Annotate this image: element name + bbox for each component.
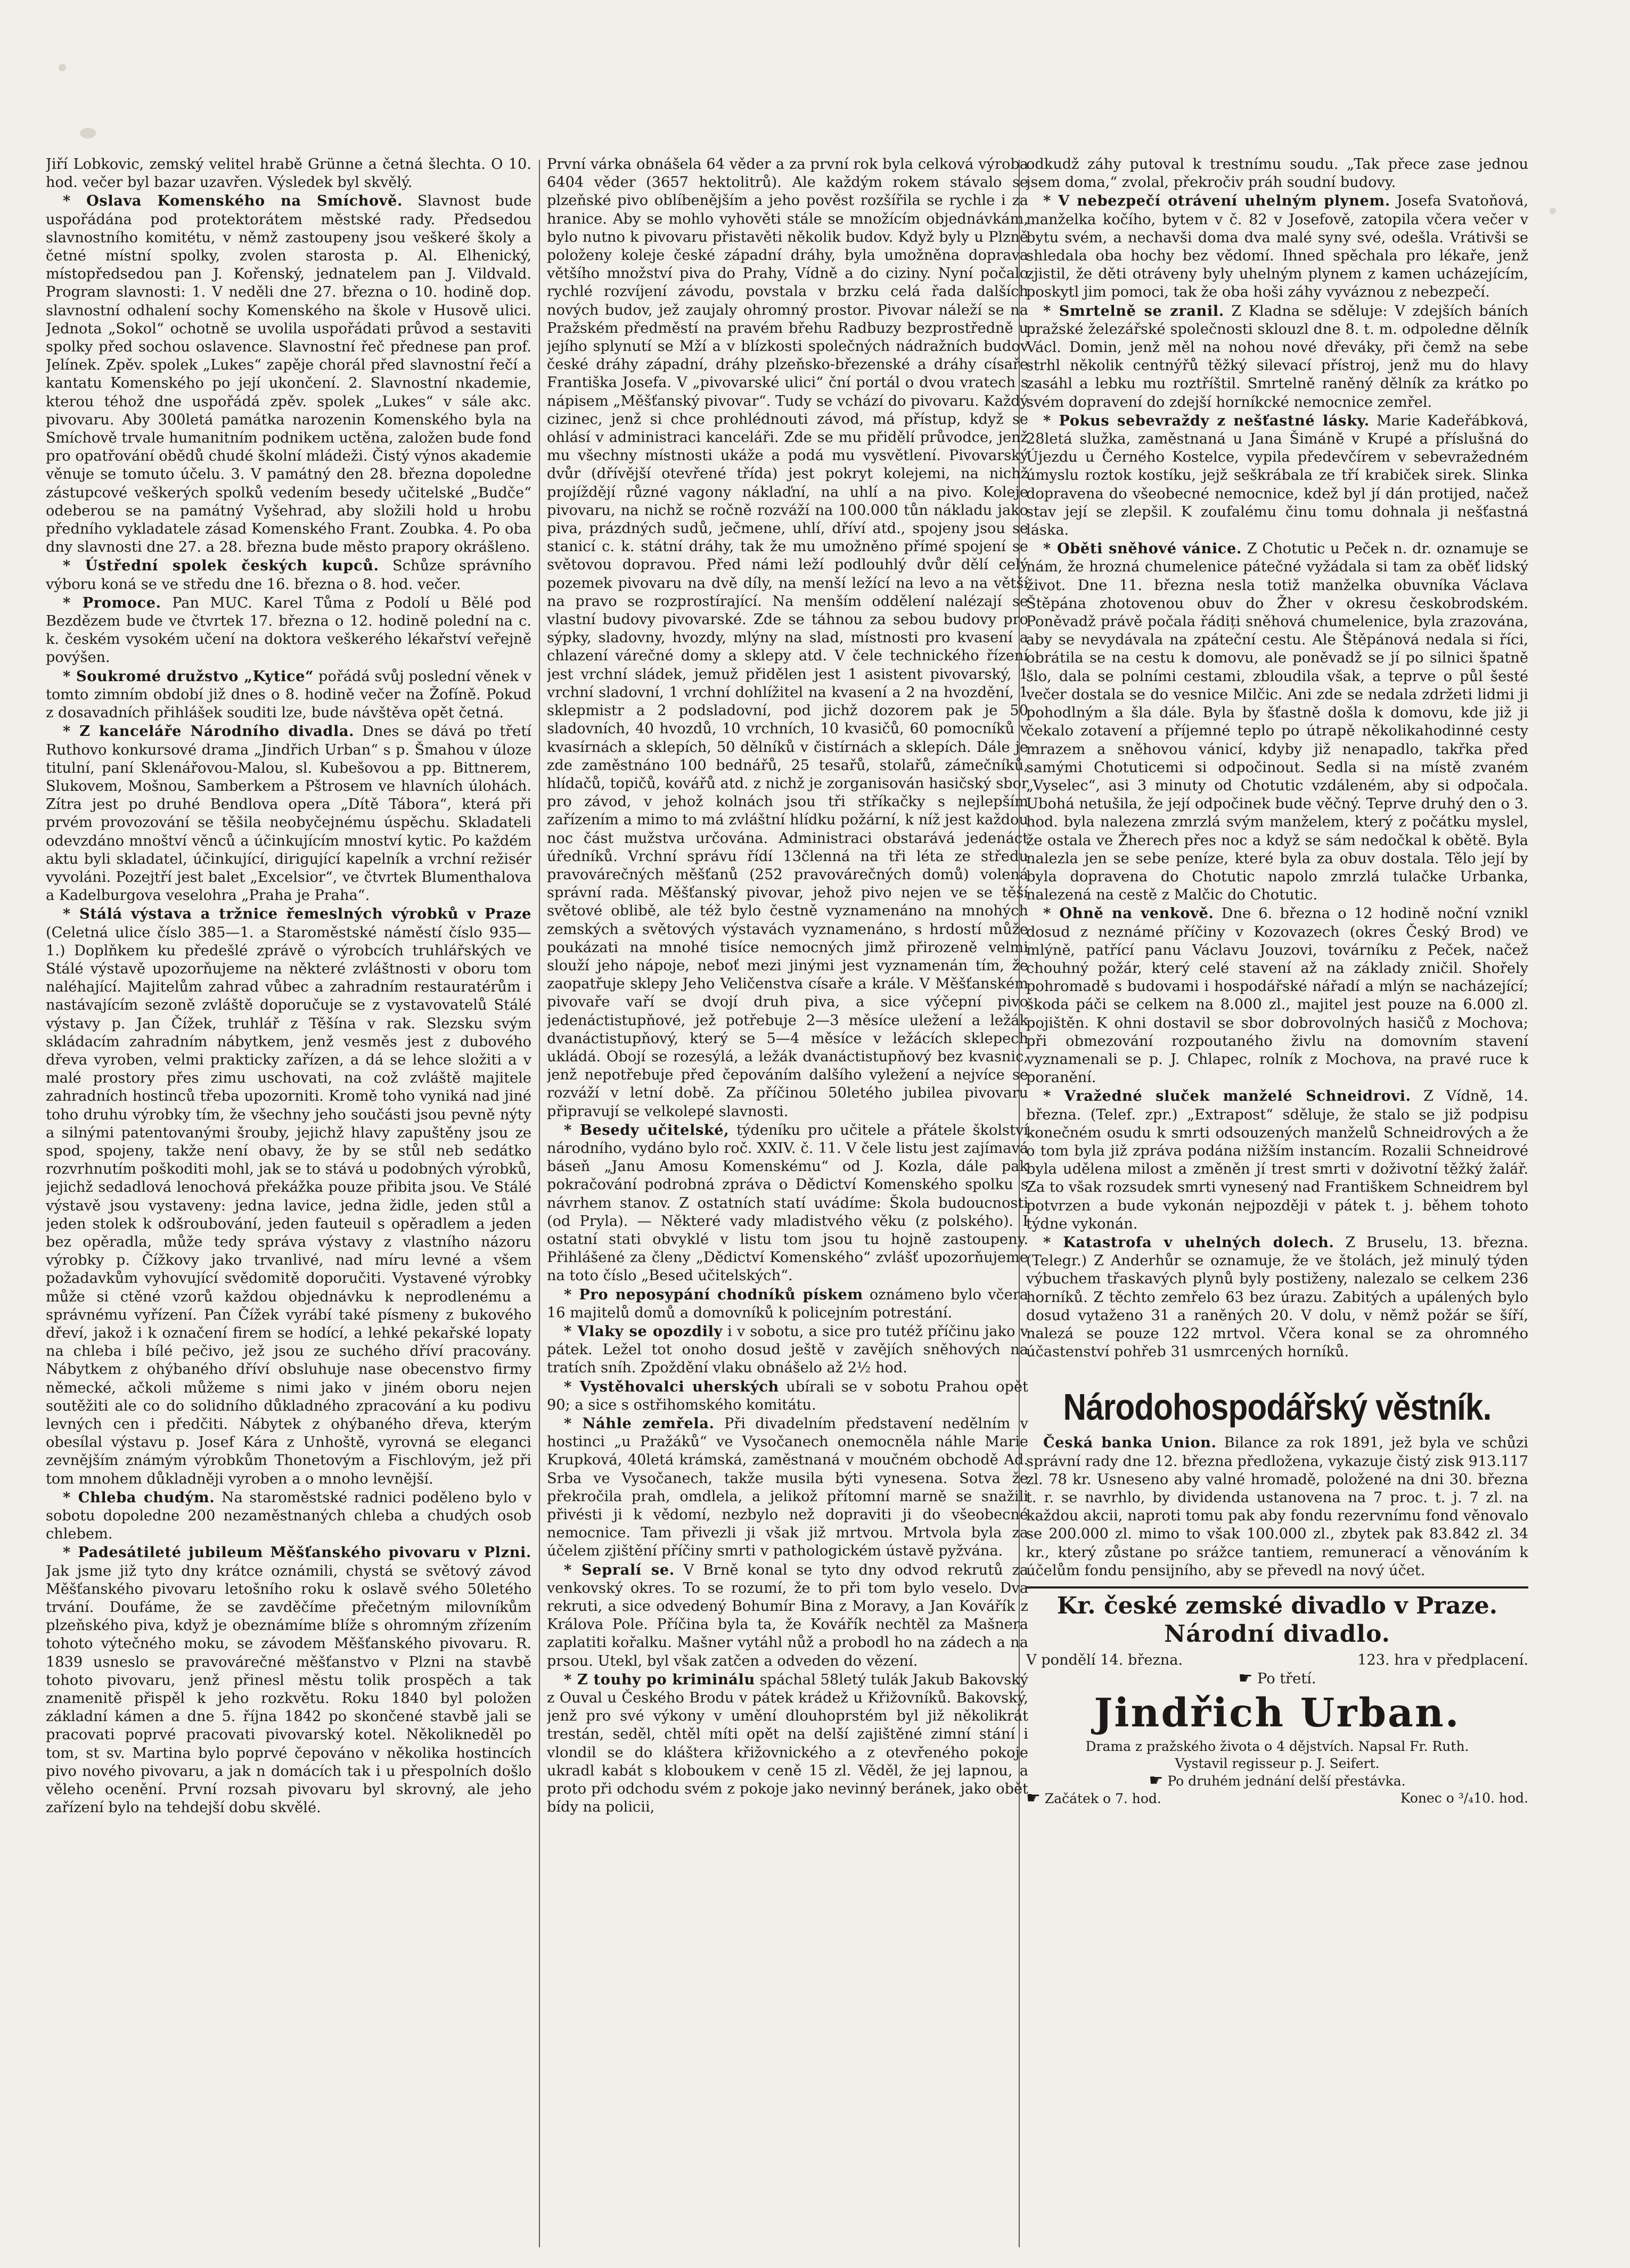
article-body: Jak jsme již tyto dny krátce oznámili, chystá se světový závod Měšťanského pivovaru letošního roku k oslavě svého 50letého trvání. Doufáme, že se zavděčíme přečetným milovníkům plzeňského piva, když je obeznámíme blíže s ohromným zřízením tohoto výtečného moku, se závodem Měšťanského pivovaru. R. 1839 usneslo se pravovárečné měšťanstvo v Plzni na stavbě tohoto pivovaru, jenž přinesl městu tolik prospěch a tak znamenitě přispěl k jeho rozkvětu. Roku 1840 byl položen základní kámen a dne 5. října 1842 po skončené stavbě jali se pracovati poprvé pracovati pivovarský kotel. Několikneděl po tom, st sv. Martina bylo poprvé čepováno v několika hostincích pivo nového pivovaru, a jak n domácích tak i u přespolních došlo věleho ocenění. První rozsah pivovaru byl skrovný, ale jeho zařízení bylo na tehdejší dobu skvělé. [46, 1562, 531, 1816]
performance-run [1026, 1669, 1528, 1688]
play-director: Vystavil regisseur p. J. Seifert. [1175, 1756, 1380, 1772]
article-heading: * Besedy učitelské, [564, 1121, 730, 1139]
article [46, 594, 531, 667]
article [1026, 1434, 1528, 1580]
article-body: V Brně konal se tyto dny odvod rekrutů za venkovský okres. To se rozumí, že to při tom bylo veselo. Dva rekruti, a sice odvedený Bohumír Bina z Moravy, a Jan Kovářík z Králova Pole. Příčina byla ta, že Kovářík nechtěl za Mašnera zaplatiti kořalku. Mašner vytáhl nůž a probodl ho na zádech a na prsou. Utekl, byl však zatčen a odveden do vězení. [547, 1561, 1028, 1669]
article-body: Z Bruselu, 13. března. (Telegr.) Z Anderhůr se oznamuje, že ve štolách, jež minulý týden výbuchem třaskavých plynů byly postiženy, nalezalo se celkem 236 horníků. Z těchto zemřelo 63 bez úrazu. Zabitých a upálených bylo dosud vytaženo 31 a raněných 20. V dolu, v němž požár se šíří, nalezá se pouze 122 mrtvol. Včera konal se za ohromného účastenství pohřeb 31 usmrcených horníků. [1026, 1234, 1528, 1361]
article-body: spáchal 58letý tulák Jakub Bakovský z Ouval u Českého Brodu v pátek krádež u Křižovníků. Bakovský, jenž pro své výkony v umění dlouhoprstém byl již několikrát trestán, seděl, chtěl míti opět na delší zajištěné zimní stání i vlondil se do kláštera křižovnického a z otevřeného pokoje ukradl kabát s kloboukem v ceně 15 zl. Věděl, že jej lapnou, a proto při odchodu svém z pokoje jako nevinný beránek, jako obět bídy na policii, [547, 1671, 1028, 1816]
article-heading: * Promoce. [63, 594, 161, 611]
article-heading: Česká banka Union. [1043, 1434, 1217, 1452]
theatre-subtitle: Národní divadlo. [1164, 1620, 1390, 1648]
article-heading: * Z kanceláře Národního divadla. [63, 723, 355, 740]
article-heading: * Vlaky se opozdily [564, 1323, 723, 1340]
paper-stain [59, 64, 66, 71]
column-1 [46, 155, 531, 2248]
play-description: Drama z pražského života o 4 dějstvích. Napsal Fr. Ruth. [1085, 1739, 1469, 1755]
article-body: (Celetná ulice číslo 385—1. a Staroměstské náměstí číslo 935—1.) Doplňkem ku předešlé zprávě o výrobcích truhlářských ve Stálé výstavě upozorňujeme na některé zvláštnosti v oboru tom naléhající. Majitelům zahrad vůbec a zahradním restauratérům i nastávajícím sezoně zvláště doporučuje se z vystavovatelů Stálé výstavy p. Jan Čížek, truhlář z Těšína v rak. Slezsku svým skládacím zahradním nábytkem, jenž vesměs jest z dubového dřeva vyroben, velmi prakticky zařízen, a dá se lehce složiti a v malé prostory přes zimu uschovati, na což zvláště majitele zahradních hostinců třeba upozorniti. Kromě toho vyniká nad jiné toho druhu výrobky tím, že všechny jeho součásti jsou pevně nýty a silnými patentovanými šrouby, jejichž hlavy zapuštěny jsou ze spod, spojeny, takže není obavy, že by se stůl neb sedátko rozvrhnutím poškoditi mohl, jak se to stává u podobných výrobků, jejichž sedadlová lenochová překážka pouze přibita jsou. Ve Stálé výstavě jsou vystaveny: jedna lavice, jedna židle, jeden stůl a jeden stolek k odšroubování, jeden fauteuil s opěradlem a jeden bez opěradla, může tedy správa výstavy z vlastního názoru výrobky p. Čížkovy jako trvanlivé, nad míru levné a všem požadavkům vyhovující svědomitě doporučiti. Vystavené výrobky může si ctěné vzorů každou objednávku k neprodlenému a správnému vyřízení. Pan Čížek vyrábí také písmeny z bukového dřeví, jakož i k označení firem se hodící, a lehké pekařské lopaty na chleba i bílé pečivo, jež jsou ze suchého dříví pracovány. Nábytkem z ohýbaného dříví obsluhuje nase obecenstvo firmy německé, ačkoli můžeme s nimi jako v jiném oboru nejen soutěžiti ale co do solidního důkladného zpracování a ku podivu levných cen i předčiti. Nábytek z ohýbaného dřeva, kterým obesílal výstavu p. Josef Kára z Unhoště, vyrovná se eleganci zevnějším známým výrobkům Thonetovým a Fischlovým, jež při tom mnohem důkladněji vyroben a o mnoho levnější. [46, 924, 531, 1487]
article [547, 1671, 1028, 1817]
article [547, 1414, 1028, 1561]
article [46, 905, 531, 1488]
article-heading: * Soukromé družstvo „Kytice“ [63, 667, 314, 685]
article-body: Při divadelním představení nedělním v hostinci „u Pražáků“ ve Vysočanech onemocněla náhle Marie Krupková, 40letá krámská, zaměstnaná v moučném obchodě Ad. Srba ve Vysočanech, takže musila býti vynesena. Sotva že překročila prah, omdlela, a jelikož přítomní marně se snažili přivésti ji k vědomí, nezbylo než dopraviti ji do všeobecné nemocnice. Tam přivezli ji však již mrtvou. Mrtvola byla za účelem zjištění příčiny smrti v pathologickém ústavě pyžvána. [547, 1415, 1028, 1560]
article-heading: * Oslava Komenského na Smíchově. [63, 192, 403, 210]
article-heading: * Z touhy po kriminálu [564, 1671, 755, 1688]
article-heading: * Vystěhovalci uherských [564, 1378, 779, 1395]
article-heading: * Pokus sebevraždy z nešťastné lásky. [1043, 412, 1370, 429]
article [547, 1561, 1028, 1671]
column-3 [1026, 155, 1528, 2248]
article-body: Josefa Svatoňová, manželka kočího, bytem v č. 82 v Josefově, zatopila včera večer v bytu svém, a nechavši doma dva malé syny své, odešla. Vrátivši se shledala oba hochy bez vědomí. Ihned spěchala pro lékaře, jenž zjistil, že děti otráveny byly uhelným plynem z kamen ucházejícím, poskytl jim pomoci, tak že oba hoši záhy vyváznou z nebezpečí. [1026, 193, 1528, 301]
article-heading: * Chleba chudým. [63, 1488, 215, 1506]
performance-run-label: Po třetí. [1257, 1671, 1316, 1688]
paragraph: Jiří Lobkovic, zemský velitel hrabě Grünne a četná šlechta. O 10. hod. večer byl bazar uzavřen. Výsledek byl skvělý. [46, 156, 531, 191]
article [1026, 412, 1528, 539]
article-heading: * Sepralí se. [564, 1561, 675, 1578]
performance-date: V pondělí 14. března. [1026, 1652, 1183, 1669]
article-heading: * Stálá výstava a tržnice řemeslných výrobků v Praze [63, 905, 531, 923]
paragraph: odkudž záhy putoval k trestnímu soudu. „Tak přece zase jednou jsem doma,“ zvolal, překročiv práh soudní budovy. [1026, 156, 1528, 191]
column-rule [539, 160, 540, 2247]
article [46, 1488, 531, 1544]
section-title-economy: Národohospodářský věstník. [1063, 1386, 1492, 1428]
article-body: Dnes se dává po třetí Ruthovo konkursové drama „Jindřich Urban“ s p. Šmahou v úloze titulní, paní Sklenářovou-Malou, sl. Kubešovou a pp. Bittnerem, Slukovem, Mošnou, Samberkem a Pštrosem ve hlavních úlohách. Zítra jest po druhé Bendlova opera „Dítě Tábora“, která při prvém provozování se těšila neobyčejnému úspěchu. Skladateli odevzdáno mnoštví věnců a účinkujícím mnoství kytic. Po každém aktu byli skladatel, účinkující, dirigující kapelník a vrchní režisér vyvoláni. Pozejtří jest balet „Excelsior“, ve čtvrtek Blumenthalova a Kadelburgova veselohra „Praha je Praha“. [46, 723, 531, 904]
pointing-hand-icon: ☛ [1026, 1789, 1041, 1808]
start-time [1026, 1790, 1161, 1807]
article [46, 1543, 531, 1817]
article-heading: * Pro neposypání chodníků pískem [564, 1286, 863, 1303]
next-performance-label: Po druhém jednání delší přestávka. [1167, 1773, 1406, 1789]
next-performance [1026, 1772, 1528, 1790]
article [1026, 302, 1528, 412]
article [1026, 1087, 1528, 1233]
article [547, 1378, 1028, 1414]
article-body: Z Chotutic u Peček n. dr. oznamuje se nám, že hrozná chumelenice pátečné vyžádala si tam za oběť lidský život. Dne 11. března nesla totiž manželka obuvníka Václava Štěpána zhotovenou obuv do Žher v okresu českobrodském. Poněvadž právě počala řádiți sněhová chumelenice, byla zrazována, aby se nevydávala na zpáteční cestu. Ale Štěpánová nedala si říci, obrátila se na cestu k domovu, ale poněvadž se jí po silnici špatně šlo, dala se polními cestami, zbloudila však, a teprve o půl šesté večer dostala se do vesnice Milčic. Ani zde se nedala zdržeti lidmi ji pohodlným a šla dále. Byla by šťastně došla k domovu, kde již ji čekalo zotavení a příjemné teplo po útrapě několikahodinné cesty mrazem a sněhovou vánicí, kdyby již nenapadlo, takřka před samými Chotuticemi si odpočinout. Sedla si na místě zvaném „Vyselec“, asi 3 minuty od Chotutic vzdáleném, aby si odpočala. Ubohá netušila, že její odpočinek bude věčný. Teprve druhý den o 3. hod. byla nalezena zmrzlá svým manželem, který z počátku myslel, že ostala ve Žherech přes noc a když se sám nedočkal k obětě. Byla nalezla jen se sebe peníze, které byla za obuv dostala. Tělo její by byla dopravena do Chotutic napolo zmrzlá tulačke Urbanka, nalezená na cestě z Malčic do Chotutic. [1026, 541, 1528, 904]
article-body: oznámeno bylo včera 16 majitelů domů a domovníků k policejním potrestání. [547, 1286, 1028, 1321]
article-heading: * Vražedné sluček manželé Schneidrovi. [1043, 1087, 1411, 1105]
pointing-hand-icon: ☛ [1238, 1669, 1253, 1688]
article-body: i v sobotu, a sice pro tutéž příčinu jako v pátek. Ležel tot onoho dosud ještě v zavějích sněhových na tratích sníh. Zpoždění vlaku obnášelo až 2½ hod. [547, 1323, 1028, 1377]
article-body: Marie Kadeřábková, 28letá služka, zaměstnaná u Jana Šimáně v Krupé a příslušná do Újezdu u Černého Kostelce, vypila předevčírem v sebevražedném úmyslu roztok kostíku, jejž seškrábala ze tří krabiček sirek. Slinka dopravena do všeobecné nemocnice, kdež byl jí dán protijed, načež stav její se zlepšil. K zoufalému činu tomu dohnala ji nešťastná láska. [1026, 412, 1528, 539]
article [547, 1121, 1028, 1286]
article-body: Dne 6. března o 12 hodině noční vznikl dosud z neznámé příčiny v Kozovazech (okres Český Brod) ve mlýně, patřící panu Václavu Jouzovi, továrníku z Peček, načež chouhný požár, který celé stavení až na základy zničil. Shořely pohromadě s budovami i hospodářské nářadí a mlýn se nacházející; škoda páči se celkem na 8.000 zl., majitel jest pouze na 6.000 zl. pojištěn. K ohni dostavil se sbor dobrovolných hasičů z Mochova; při obmezování rozpoutaného živlu na domovním stavení vyznamenali se p. J. Chlapec, rolník z Mochova, na pravé ruce k poranění. [1026, 905, 1528, 1086]
article-body: Bilance za rok 1891, jež byla ve schůzi správní rady dne 12. března předložena, vykazuje čistý zisk 913.117 zl. 78 kr. Usneseno aby valné hromadě, položené na dni 30. března t. r. se navrhlo, by dividenda ustanovena na 7 proc. t. j. 7 zl. na každou akcii, naproti tomu pak aby fondu rezervnímu fond věnovalo se 200.000 zl. mimo to však 100.000 zl., zbytek pak 83.842 zl. 34 kr., který zůstane po srážce tantiem, remunerací a věnováním k účelům fondu pensijního, aby se převedl na nový účet. [1026, 1435, 1528, 1579]
theatre-name: Kr. české zemské divadlo v Praze. [1056, 1592, 1498, 1620]
article-body: ubírali se v sobotu Prahou opět 90; a sice s ostřihomského komitátu. [547, 1378, 1028, 1413]
article [46, 722, 531, 905]
paragraph: První várka obnášela 64 věder a za první rok byla celková výroba 6404 věder (3657 hektolitrů). Ale každým rokem stávalo se plzeňské pivo oblíbenějším a jeho pověst rozšířila se rychle i za hranice. Aby se mohlo vyhověti stále se množícím objednávkám, bylo nutno k pivovaru přistavěti několik budov. Když byly u Plzně položeny koleje české západní dráhy, byla umožněna doprava většího množství piva do Prahy, Vídně a do ciziny. Nyní počalo rychlé rozvíjení závodu, povstala v brzku celá řada dalších nových budov, jež zaujaly ohromný prostor. Pivovar náleží se na Pražském předměstí na pravém břehu Radbuzy bezprostředně u jejího splynutí se Mží a v blízkosti společných nádražních budov české dráhy západní, dráhy plzeňsko-březenské a dráhy císaře Františka Josefa. V „pivovarské ulici“ ční portál o dvou vratech s nápisem „Měšťanský pivovar“. Tudy se vchází do pivovaru. Každý cizinec, jenž si chce prohlédnouti závod, má přístup, když se ohlásí v administraci kanceláři. Zde se mu přidělí průvodce, jenž mu všechny místnosti ukáže a podá mu vysvětlení. Pivovarský dvůr (dřívější otevřené třída) jest pokryt kolejemi, na nichž projíždějí různé vagony náklaďní, na uhlí a na pivo. Koleje pivovaru, na nichž se ročně rozváží na 100.000 tůn nákladu jako piva, prázdných sudů, ječmene, uhlí, dříví atd., spojeny jsou se stanicí c. k. státní dráhy, tak že mu umožněno přímé spojení se světovou dopravou. Před námi leží podlouhlý dvůr dělí celý pozemek pivovaru na dvě díly, na menší ležící na levo a na větší na pravo se rozprostírající. Na menším oddělení nalézají se vlastní budovy pivovarské. Zde se táhnou za sebou budovy pro sýpky, sladovny, hvozdy, mlýny na slad, místnosti pro kvasení a chlazení várečné domy a sklepy atd. V čele technického řízení jest vrchní sládek, jemuž přidělen jest 1 asistent pivovarský, 1 vrchní sladovní, 1 vrchní dohlížitel na kvasení a 2 na hvozdění, 1 sklepmistr a 2 podsladovní, pod jichž dozorem pak je 50 sladovních, 40 hvozdů, 10 vrchních, 10 kvasičů, 60 pomocníků v kvasírnách a sklepích, 50 dělníků v čistírnách a sklepích. Dále je zde zaměstnáno 100 bednářů, 25 tesařů, stolařů, zámečníků, hlídačů, topičů, kovářů atd. z nichž je zorganisován hasičský sbor pro závod, v jehož kolnách jsou tři stříkačky s nejlepším zařízením a mimo to má zvláštní hlídku požární, k níž jest každou noc část mužstva určována. Administraci obstarává jedenáct úředníků. Vrchní správu řídí 13členná na tři léta ze středu pravovárečných měšťanů (252 pravovárečných domů) volená správní rada. Měšťanský pivovar, jehož pivo nejen ve se těší světové oblibě, ale též bylo čestně vyznamenáno na mnohých zemských a světových výstavách vyznamenáno, s hrdostí může poukázati na mnohé tisíce nemocných jimž přirozeně velmi slouží jeho nápoje, neboť mezi jinými jest vyznamenán tím, že zaopatřuje sklepy Jeho Veličenstva císaře a krále. V Měšťanském pivovaře vaří se dvojí druh piva, a sice výčepní pivo jedenáctistupňové, jež potřebuje 2—3 měsíce uležení a ležák dvanáctistupňový, který se 5—4 měsíce v ležácích sklepech ukládá. Obojí se rozesýlá, a ležák dvanáctistupňový bez kvasnic, jenž nepotřebuje před čepováním dalšího vyležení a nejvíce se rozváží v letní době. Za příčinou 50letého jubilea pivovaru připravují se velkolepé slavnosti. [547, 156, 1028, 1120]
end-time: Konec o ³/₄10. hod. [1400, 1790, 1528, 1806]
article-body: Z Kladna se sděluje: V zdejších báních pražské železářské společnosti sklouzl dne 8. t. m. odpoledne dělník Václ. Domin, jenž měl na nohou nové dřeváky, při čemž na sebe strhl několik centnýřů těžký silevací přístroj, jenž mu do hlavy zasáhl a lebku mu roztříštil. Smrtelně raněný dělník za krátko po svém dopravení do zdejší horníkcké nemocnice zemřel. [1026, 302, 1528, 411]
article [1026, 192, 1528, 301]
article-body: týdeníku pro učitele a přátele školství národního, vydáno bylo roč. XXIV. č. 11. V čele listu jest zajímavá báseň „Janu Amosu Komenskému“ od J. Kozla, dále pak pokračování podrobná zpráva o Dědictví Komenského spolku s návrhem stanov. Z ostatních statí uvádíme: Škola budoucnosti (od Pryla). — Některé vady mladistvého věku (z polského). I ostatní stati obvyklé v listu tom jsou tu hojně zastoupeny. Přihlášené za členy „Dědictví Komenského“ zvlášť upozorňujeme na toto číslo „Besed učitelských“. [547, 1121, 1028, 1284]
start-time-label: Začátek o 7. hod. [1044, 1791, 1161, 1807]
article [46, 556, 531, 593]
article-heading: * Náhle zemřela. [564, 1415, 715, 1432]
paper-stain [80, 128, 96, 138]
article-heading: * Smrtelně se zranil. [1043, 302, 1224, 320]
article-body: Slavnost bude uspořádána pod protektorátem městské rady. Předsedou slavnostního komitétu, v němž zastoupeny jsou veškeré školy a četné místní spolky, zvolen starosta p. Al. Elhenický, místopředsedou pan J. Kořenský, jednatelem pan J. Vildvald. Program slavnosti: 1. V neděli dne 27. března o 10. hodině dop. slavnostní odhalení sochy Komenského na škole v Husově ulici. Jednota „Sokol“ ochotně se uvolila uspořádati průvod a sestaviti spolky před sochou oslavence. Slavnostní řeč přednese pan prof. Jelínek. Zpěv. spolek „Lukes“ zapěje chorál před slavnostní řečí a kantatu Komenského po její ukončení. 2. Slavnostní nkademie, kterou téhož dne uspořádá zpěv. spolek „Lukes“ v sále akc. pivovaru. Aby 300letá památka narozenin Komenského byla na Smíchově trvale humanitním podnikem uctěna, založen bude fond pro opatřování obědů chudé školní mládeži. Čistý výnos akademie věnuje se tomuto účelu. 3. V památný den 28. března dopoledne zástupcové veškerých spolků vedením besedy učitelské „Budče“ odeberou se na památný Vyšehrad, aby složili hold u hrobu předního vykladatele zásad Komenského Frant. Zoubka. 4. Po oba dny slavnosti dne 27. a 28. března bude město prapory okrášleno. [46, 193, 531, 556]
paper-stain [1550, 208, 1556, 214]
article-heading: * Katastrofa v uhelných dolech. [1043, 1233, 1334, 1251]
divider [1026, 1586, 1528, 1589]
article-body: Na staroměstské radnici poděleno bylo v sobotu dopoledne 200 nezaměstnaných chleba a chudých osob chlebem. [46, 1489, 531, 1543]
article-heading: * V nebezpečí otrávení uhelným plynem. [1043, 192, 1390, 210]
article-body: Z Vídně, 14. března. (Telef. zpr.) „Extrapost“ sděluje, že stalo se již podpisu konečném osudu k smrti odsouzených manželů Schneidrových a že o tom byla již zpráva podána nižším instancím. Rozalii Schneidrové byla udělena milost a změněn jí trest smrti v doživotní těžký žalář. Za to však rozsudek smrti vynesený nad Františkem Schneidrem byl potvrzen a bude vykonán nejpozději v pátek t. j. během tohoto týdne vykonán. [1026, 1088, 1528, 1232]
article-heading: * Padesátileté jubileum Měšťanského pivovaru v Plzni. [63, 1544, 531, 1561]
article [1026, 904, 1528, 1087]
performance-series: 123. hra v předplacení. [1357, 1652, 1528, 1669]
article [547, 1322, 1028, 1378]
article [1026, 1233, 1528, 1361]
article-body: pořádá svůj poslední věnek v tomto zimním období již dnes o 8. hodině večer na Žofíně. Pokud z dosavadních přihlášek souditi lze, bude návštěva opět četná. [46, 668, 531, 722]
performance-info [1026, 1651, 1528, 1669]
article-body: Schůze správního výboru koná se ve středu dne 16. března o 8. hod. večer. [46, 558, 531, 593]
column-2 [547, 155, 1028, 2248]
article [46, 667, 531, 723]
article [547, 1286, 1028, 1322]
play-title: Jindřich Urban. [1094, 1690, 1461, 1737]
article-body: Pan MUC. Karel Tůma z Podolí u Bělé pod Bezdězem bude ve čtvrtek 17. března o 12. hodině polední na c. k. českém vysokém učení na doktora veškerého lékařství veřejně povýšen. [46, 594, 531, 666]
performance-times [1026, 1790, 1528, 1807]
article [1026, 539, 1528, 904]
article-heading: * Ohně na venkově. [1043, 905, 1214, 922]
article-heading: * Ústřední spolek českých kupců. [63, 557, 379, 575]
article [46, 192, 531, 556]
article-heading: * Oběti sněhové vánice. [1043, 540, 1242, 558]
pointing-hand-icon: ☛ [1149, 1771, 1164, 1790]
